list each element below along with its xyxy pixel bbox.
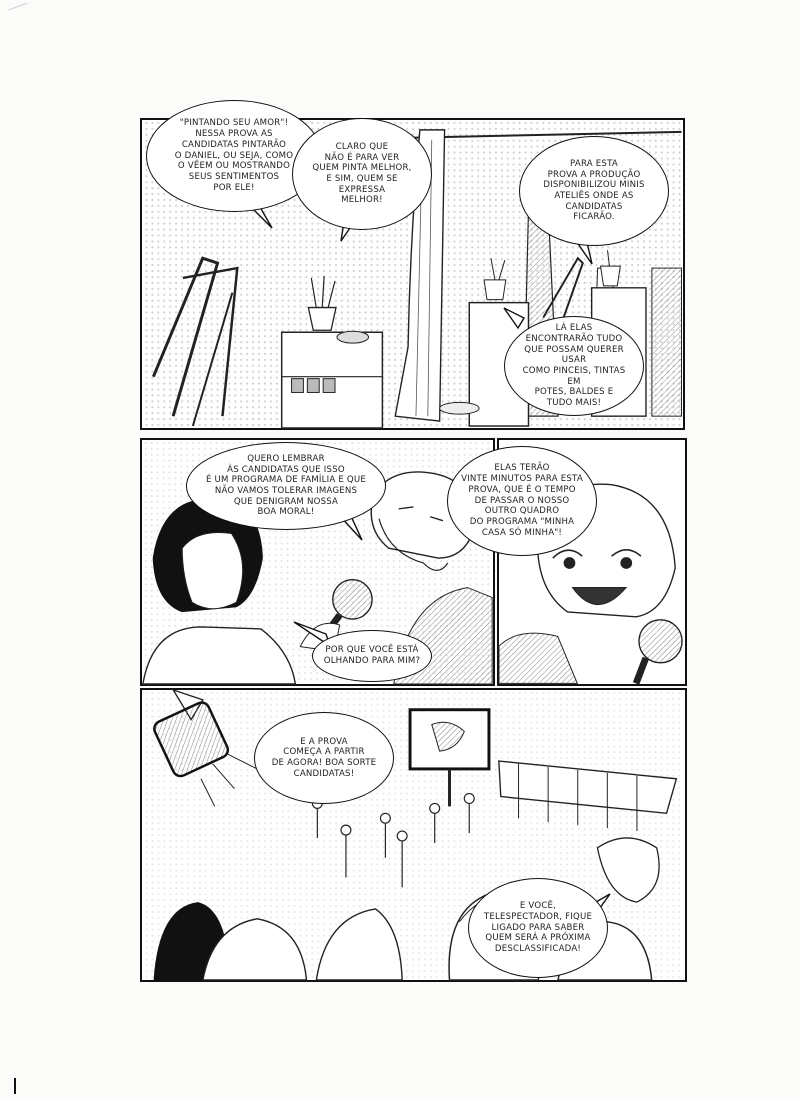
speech-bubble-la-elas	[504, 316, 644, 416]
bubble-text: E A PROVA COMEÇA A PARTIR DE AGORA! BOA SORTE CANDIDATAS!	[271, 736, 377, 779]
speech-bubble-quero-lembrar	[186, 442, 386, 530]
panel-4-stage	[140, 688, 687, 982]
bubble-text: POR QUE VOCÊ ESTÁ OLHANDO PARA MIM?	[323, 645, 421, 666]
panel-1-ateliers	[140, 118, 685, 430]
bubble-text: "PINTANDO SEU AMOR"! NESSA PROVA AS CANDIDATAS PINTARÃO O DANIEL, OU SEJA, COMO O VÊEM OU MOSTRANDO SEUS SENTIMENTOS POR ELE!	[174, 118, 294, 193]
page-edge-mark	[14, 1078, 16, 1094]
panel-2-hosts	[140, 438, 495, 686]
speech-bubble-e-voce-telespectador	[468, 878, 608, 978]
bubble-text: CLARO QUE NÃO É PARA VER QUEM PINTA MELHOR, E SIM, QUEM SE EXPRESSA MELHOR!	[312, 141, 412, 206]
bubble-text: ELAS TERÃO VINTE MINUTOS PARA ESTA PROVA, QUE É O TEMPO DE PASSAR O NOSSO OUTRO QUADRO DO PROGRAMA "MINHA CASA SÓ MINHA"!	[461, 463, 583, 538]
bubble-text: PARA ESTA PROVA A PRODUÇÃO DISPONIBILIZOU MINIS ATELIÊS ONDE AS CANDIDATAS FICARÃO.	[543, 158, 645, 223]
bubble-text: QUERO LEMBRAR ÀS CANDIDATAS QUE ISSO É UM PROGRAMA DE FAMÍLIA E QUE NÃO VAMOS TOLERAR IMAGENS QUE DENIGRAM NOSSA BOA MORAL!	[205, 453, 367, 518]
speech-bubble-claro-que	[292, 118, 432, 230]
page-corner-mark	[8, 3, 27, 11]
bubble-text: LÁ ELAS ENCONTRARÃO TUDO QUE POSSAM QUERER USAR COMO PINCEIS, TINTAS EM POTES, BALDES E TUDO MAIS!	[522, 323, 626, 409]
speech-bubble-elas-terao	[447, 446, 597, 556]
panel-3-host-closeup	[461, 438, 687, 686]
speech-bubble-por-que-voce	[312, 630, 432, 682]
speech-bubble-e-a-prova	[254, 712, 394, 804]
speech-bubble-para-esta-prova	[519, 136, 669, 246]
bubble-text: E VOCÊ, TELESPECTADOR, FIQUE LIGADO PARA SABER QUEM SERÁ A PRÓXIMA DESCLASSIFICADA!	[483, 901, 593, 955]
